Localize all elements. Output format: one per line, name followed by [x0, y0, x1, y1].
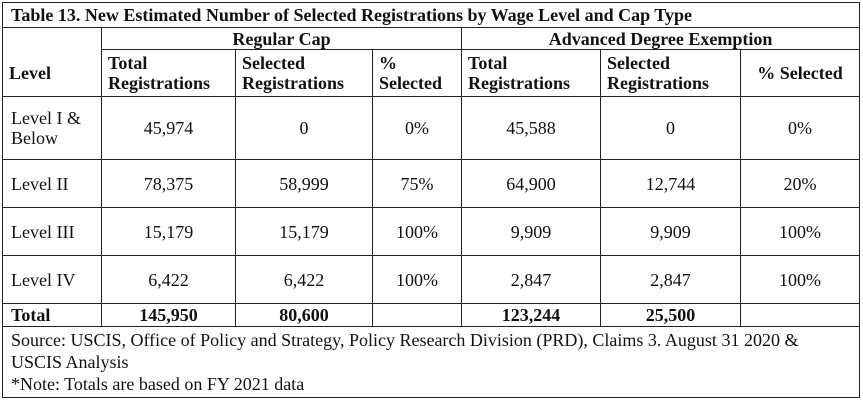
adv-selected-cell: 9,909	[601, 208, 741, 256]
source-note: Source: USCIS, Office of Policy and Strategy, Policy Research Division (PRD), Claims 3. August 31 2020 & USCIS Analysis	[11, 330, 799, 372]
reg-total-cell: 6,422	[102, 256, 236, 304]
reg-selected-cell: 6,422	[236, 256, 373, 304]
table-row	[3, 256, 860, 304]
row-level-label: Level I & Below	[3, 97, 102, 160]
table-footer	[3, 327, 860, 398]
reg-pct-cell: 100%	[373, 208, 462, 256]
registrations-table	[2, 2, 860, 398]
adv-total-cell: 64,900	[462, 160, 601, 208]
total-adv-pct-cell	[741, 304, 860, 327]
reg-total-cell: 15,179	[102, 208, 236, 256]
reg-pct-cell: 100%	[373, 256, 462, 304]
total-reg-selected-cell: 80,600	[236, 304, 373, 327]
reg-total-cell: 45,974	[102, 97, 236, 160]
adv-pct-cell: 100%	[741, 208, 860, 256]
reg-selected-cell: 15,179	[236, 208, 373, 256]
adv-selected-cell: 0	[601, 97, 741, 160]
reg-selected-cell: 58,999	[236, 160, 373, 208]
adv-total-cell: 45,588	[462, 97, 601, 160]
reg-pct-column-header: % Selected	[373, 50, 462, 97]
table-row	[3, 160, 860, 208]
adv-selected-cell: 2,847	[601, 256, 741, 304]
adv-total-cell: 9,909	[462, 208, 601, 256]
row-level-label: Level IV	[3, 256, 102, 304]
total-reg-pct-cell	[373, 304, 462, 327]
row-level-label: Level II	[3, 160, 102, 208]
adv-pct-cell: 0%	[741, 97, 860, 160]
reg-total-cell: 78,375	[102, 160, 236, 208]
table-row	[3, 97, 860, 160]
reg-pct-cell: 75%	[373, 160, 462, 208]
adv-total-column-header: Total Registrations	[462, 50, 601, 97]
level-column-header: Level	[3, 50, 102, 97]
adv-pct-cell: 100%	[741, 256, 860, 304]
adv-pct-column-header: % Selected	[741, 50, 860, 97]
table-container	[2, 2, 859, 398]
regular-cap-group-header: Regular Cap	[102, 28, 462, 50]
fy-note: *Note: Totals are based on FY 2021 data	[11, 374, 305, 394]
table-title: Table 13. New Estimated Number of Selected Registrations by Wage Level and Cap Type	[3, 3, 860, 28]
adv-pct-cell: 20%	[741, 160, 860, 208]
adv-total-cell: 2,847	[462, 256, 601, 304]
advanced-degree-group-header: Advanced Degree Exemption	[462, 28, 860, 50]
row-level-label: Level III	[3, 208, 102, 256]
reg-selected-column-header: Selected Registrations	[236, 50, 373, 97]
table-row	[3, 208, 860, 256]
total-adv-selected-cell: 25,500	[601, 304, 741, 327]
adv-selected-column-header: Selected Registrations	[601, 50, 741, 97]
level-header-spacer	[3, 28, 102, 50]
reg-selected-cell: 0	[236, 97, 373, 160]
total-label: Total	[3, 304, 102, 327]
total-adv-total-cell: 123,244	[462, 304, 601, 327]
total-reg-total-cell: 145,950	[102, 304, 236, 327]
adv-selected-cell: 12,744	[601, 160, 741, 208]
reg-pct-cell: 0%	[373, 97, 462, 160]
total-row	[3, 304, 860, 327]
reg-total-column-header: Total Registrations	[102, 50, 236, 97]
